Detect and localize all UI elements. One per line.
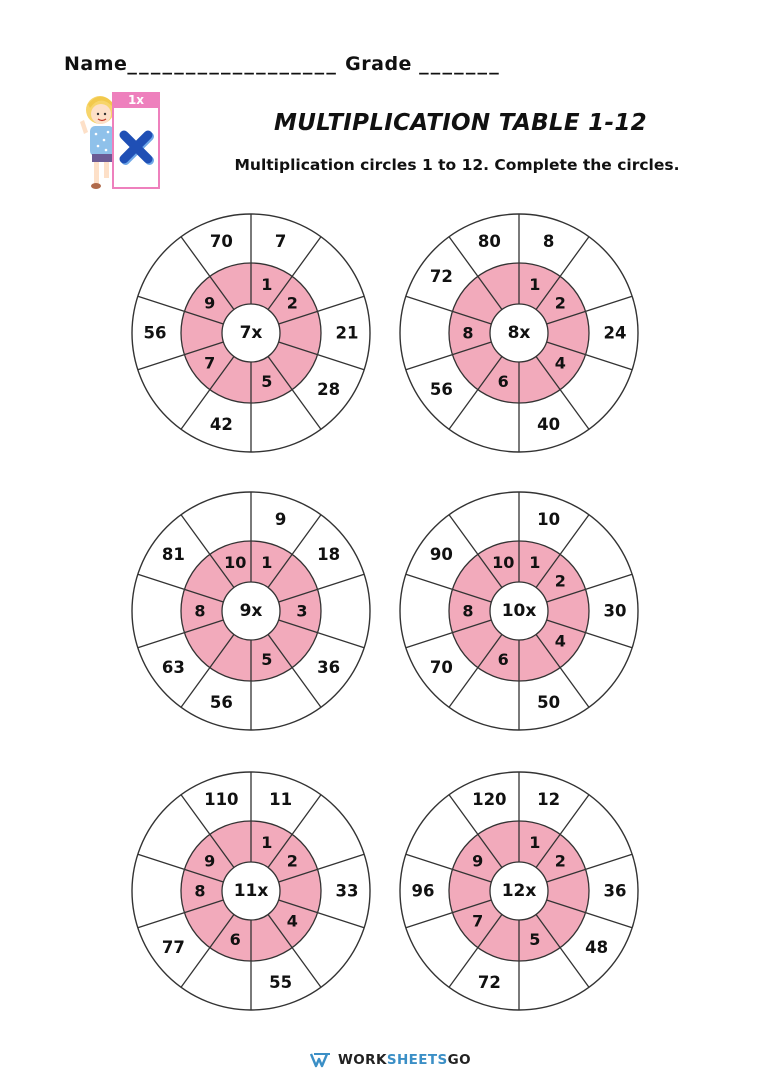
inner-segment-value: 7 — [472, 911, 484, 931]
inner-segment-value: 10 — [224, 552, 247, 572]
outer-segment-value: 50 — [537, 692, 561, 712]
inner-segment-value: 1 — [529, 552, 541, 572]
outer-segment-value: 36 — [603, 881, 627, 901]
center-label: 9x — [239, 601, 263, 621]
name-grade-line — [64, 53, 501, 75]
circle-diagram — [394, 766, 644, 1016]
outer-segment-value: 110 — [204, 790, 239, 810]
outer-segment-value: 36 — [317, 657, 341, 677]
worksheetsgo-logo-icon — [310, 1052, 332, 1068]
outer-segment-value: 12 — [537, 790, 561, 810]
outer-segment-value: 8 — [542, 232, 555, 252]
brand-name — [338, 1052, 471, 1068]
circle-diagram — [126, 766, 376, 1016]
outer-segment-value: 120 — [472, 790, 507, 810]
inner-segment-value: 1 — [261, 832, 273, 852]
outer-segment-value: 30 — [603, 601, 627, 621]
inner-segment-value: 2 — [286, 851, 298, 871]
center-label: 11x — [233, 881, 269, 901]
inner-segment-value: 9 — [204, 851, 216, 871]
footer-brand — [310, 1052, 471, 1068]
outer-segment-value: 28 — [317, 379, 341, 399]
outer-segment-value: 56 — [143, 323, 167, 343]
outer-segment-value: 21 — [335, 323, 359, 343]
inner-segment-value: 5 — [261, 650, 273, 670]
circle-diagram — [126, 486, 376, 736]
outer-segment-value: 55 — [269, 972, 293, 992]
outer-segment-value: 9 — [274, 510, 287, 530]
inner-segment-value: 3 — [296, 601, 308, 621]
outer-segment-value: 72 — [477, 972, 501, 992]
inner-segment-value: 2 — [554, 851, 566, 871]
center-label: 10x — [501, 601, 537, 621]
name-blank-field[interactable]: __________________ — [127, 53, 339, 75]
girl-with-card-illustration — [72, 90, 164, 192]
inner-segment-value: 1 — [261, 274, 273, 294]
name-label: Name — [64, 53, 128, 75]
outer-segment-value: 24 — [603, 323, 627, 343]
inner-segment-value: 1 — [529, 274, 541, 294]
outer-segment-value: 11 — [269, 790, 293, 810]
outer-segment-value: 72 — [429, 267, 453, 287]
multiplication-circle-7 — [126, 208, 376, 458]
inner-segment-value: 7 — [204, 353, 216, 373]
outer-segment-value: 56 — [209, 692, 233, 712]
multiplication-circle-11 — [126, 766, 376, 1016]
outer-segment-value: 77 — [161, 937, 185, 957]
outer-segment-value: 42 — [209, 414, 233, 434]
inner-segment-value: 2 — [554, 571, 566, 591]
inner-segment-value: 1 — [261, 552, 273, 572]
outer-segment-value: 70 — [209, 232, 233, 252]
outer-segment-value: 40 — [537, 414, 561, 434]
grade-blank-field[interactable]: _______ — [419, 53, 501, 75]
inner-segment-value: 10 — [492, 552, 515, 572]
outer-segment-value: 18 — [317, 545, 341, 565]
card-label: 1x — [127, 93, 145, 107]
inner-segment-value: 8 — [462, 601, 474, 621]
inner-segment-value: 6 — [229, 930, 241, 950]
inner-segment-value: 9 — [472, 851, 484, 871]
outer-segment-value: 7 — [274, 232, 287, 252]
outer-segment-value: 48 — [585, 937, 609, 957]
grade-label: Grade — [345, 53, 412, 75]
multiplication-circle-12 — [394, 766, 644, 1016]
multiplication-circle-9 — [126, 486, 376, 736]
inner-segment-value: 4 — [554, 631, 566, 651]
circle-diagram — [394, 208, 644, 458]
inner-segment-value: 4 — [554, 353, 566, 373]
outer-segment-value: 81 — [161, 545, 185, 565]
outer-segment-value: 10 — [537, 510, 561, 530]
inner-segment-value: 8 — [194, 601, 206, 621]
outer-segment-value: 56 — [429, 379, 453, 399]
center-label: 12x — [501, 881, 537, 901]
inner-segment-value: 6 — [497, 650, 509, 670]
inner-segment-value: 1 — [529, 832, 541, 852]
inner-segment-value: 4 — [286, 911, 298, 931]
inner-segment-value: 5 — [261, 372, 273, 392]
outer-segment-value: 70 — [429, 657, 453, 677]
outer-segment-value: 90 — [429, 545, 453, 565]
inner-segment-value: 2 — [286, 293, 298, 313]
outer-segment-value: 63 — [161, 657, 185, 677]
instructions: Multiplication circles 1 to 12. Complete the circles. — [234, 156, 680, 174]
circle-diagram — [126, 208, 376, 458]
page-title: MULTIPLICATION TABLE 1-12 — [274, 110, 647, 136]
multiplication-circle-8 — [394, 208, 644, 458]
multiplication-circle-10 — [394, 486, 644, 736]
inner-segment-value: 8 — [462, 323, 474, 343]
outer-segment-value: 80 — [477, 232, 501, 252]
inner-segment-value: 9 — [204, 293, 216, 313]
inner-segment-value: 8 — [194, 881, 206, 901]
circle-diagram — [394, 486, 644, 736]
center-label: 8x — [507, 323, 531, 343]
inner-segment-value: 2 — [554, 293, 566, 313]
inner-segment-value: 5 — [529, 930, 541, 950]
brand-part-go: GO — [447, 1052, 471, 1068]
outer-segment-value: 96 — [411, 881, 435, 901]
brand-part-worksheets: WORKSHEETS — [338, 1052, 448, 1068]
inner-segment-value: 6 — [497, 372, 509, 392]
center-label: 7x — [239, 323, 263, 343]
outer-segment-value: 33 — [335, 881, 359, 901]
